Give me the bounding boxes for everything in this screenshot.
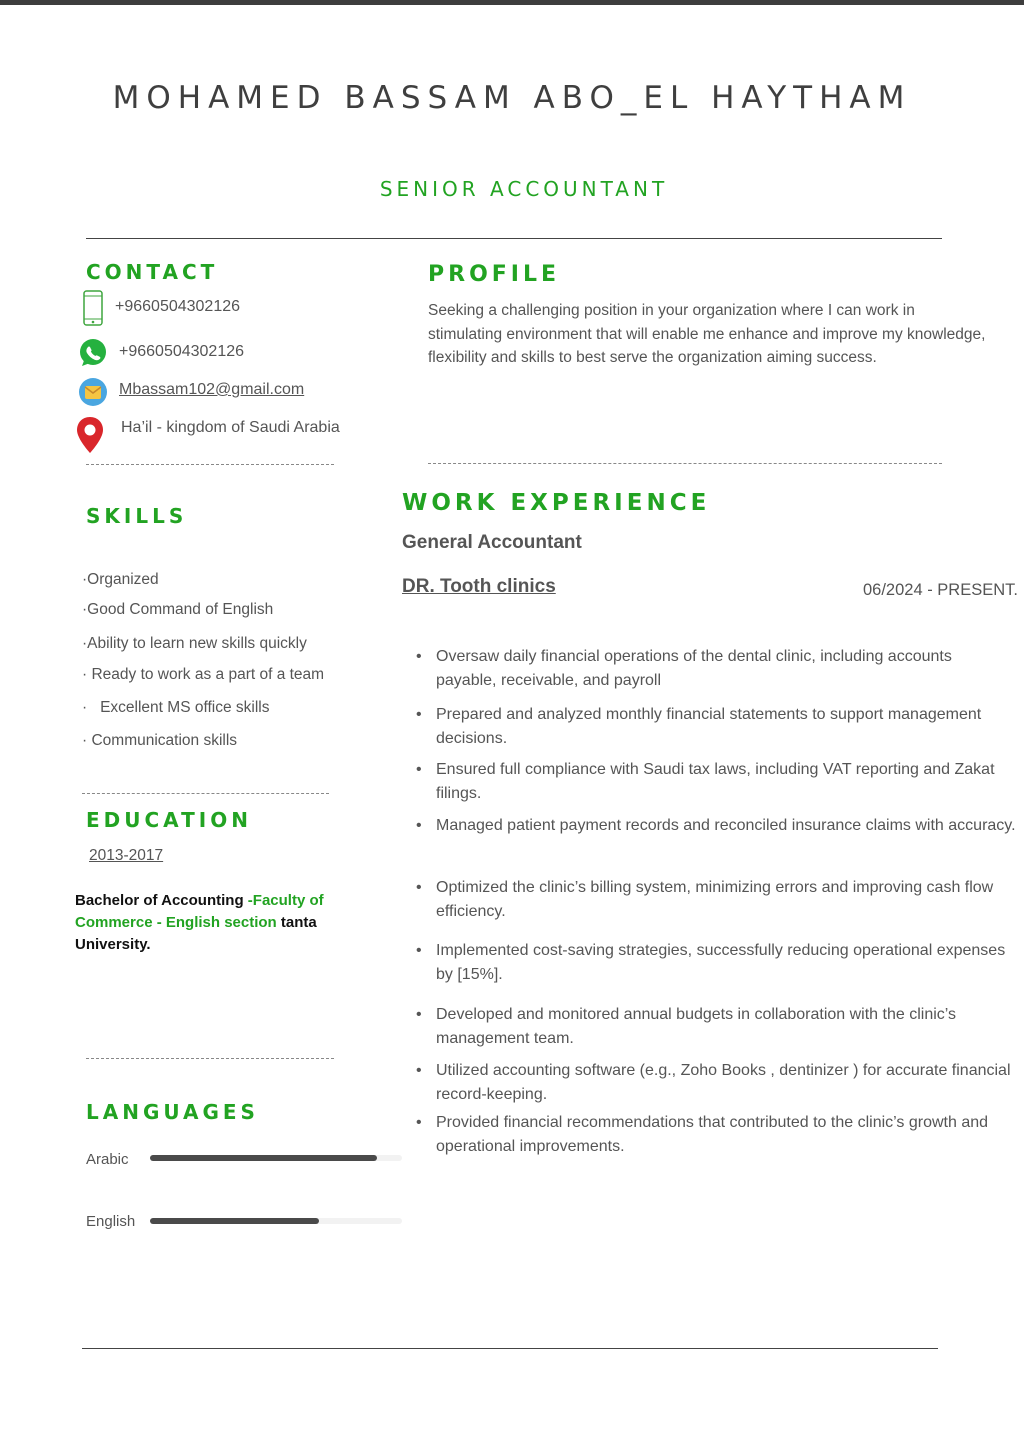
skill-item: ·Ability to learn new skills quickly	[82, 635, 307, 652]
language-english-label: English	[86, 1213, 136, 1230]
university-name: tanta University.	[75, 914, 317, 953]
education-divider	[86, 1058, 334, 1059]
work-bullet: • Implemented cost-saving strategies, successfully reducing operational expenses by [15%].	[436, 939, 1016, 987]
skills-heading: SKILLS	[86, 504, 188, 528]
language-english-level	[150, 1218, 319, 1224]
work-bullet: • Utilized accounting software (e.g., Zoho Books , dentinizer ) for accurate financial record-keeping.	[436, 1059, 1016, 1107]
work-bullet: • Provided financial recommendations that contributed to the clinic’s growth and operational improvements.	[436, 1111, 1016, 1159]
bottom-divider	[82, 1348, 938, 1349]
contact-whatsapp: +9660504302126	[119, 343, 245, 360]
language-arabic-bar	[150, 1155, 402, 1161]
skills-divider	[82, 793, 329, 794]
top-divider	[86, 238, 942, 239]
work-bullet: • Developed and monitored annual budgets in collaboration with the clinic’s management team.	[436, 1003, 1016, 1051]
profile-text: Seeking a challenging position in your organization where I can work in stimulating environment that will enable me enhance and improve my knowledge, flexibility and skills to best serve the organization aiming success.	[428, 302, 986, 366]
skill-item: · Ready to work as a part of a team	[82, 666, 325, 683]
contact-phone: +9660504302126	[115, 298, 241, 315]
work-bullet: • Optimized the clinic’s billing system, minimizing errors and improving cash flow efficiency.	[436, 876, 1016, 924]
faculty-name: -Faculty of Commerce - English section	[75, 892, 324, 931]
email-icon	[78, 376, 108, 413]
skill-item: · Communication skills	[82, 732, 238, 749]
profile-heading: PROFILE	[428, 262, 561, 287]
work-period: 06/2024 - PRESENT.	[863, 581, 1018, 599]
work-bullet: • Oversaw daily financial operations of the dental clinic, including accounts payable, receivable, and payroll	[436, 645, 1016, 693]
work-experience-heading: WORK EXPERIENCE	[402, 490, 711, 516]
degree-name: Bachelor of Accounting	[75, 892, 248, 909]
skill-item: ·Organized	[82, 571, 159, 588]
whatsapp-icon	[78, 338, 108, 373]
education-heading: EDUCATION	[86, 808, 252, 832]
candidate-name: MOHAMED BASSAM ABO_EL HAYTHAM	[112, 80, 912, 116]
profile-divider	[428, 463, 942, 464]
language-english-bar	[150, 1218, 402, 1224]
location-pin-icon	[76, 416, 104, 459]
work-bullet: • Ensured full compliance with Saudi tax laws, including VAT reporting and Zakat filings.	[436, 758, 1016, 806]
education-degree	[75, 890, 355, 956]
language-arabic-level	[150, 1155, 377, 1161]
job-title-header: SENIOR ACCOUNTANT	[379, 177, 669, 201]
contact-divider	[86, 464, 334, 465]
skill-item: · Excellent MS office skills	[82, 699, 270, 716]
work-company: DR. Tooth clinics	[402, 576, 556, 597]
work-bullet: • Prepared and analyzed monthly financial statements to support management decisions.	[436, 703, 1016, 751]
work-bullet: • Managed patient payment records and reconciled insurance claims with accuracy.	[436, 814, 1016, 838]
education-years: 2013-2017	[89, 847, 164, 864]
contact-location: Ha’il - kingdom of Saudi Arabia	[121, 419, 340, 436]
skill-item: ·Good Command of English	[82, 601, 274, 618]
contact-heading: CONTACT	[86, 260, 219, 284]
language-arabic-label: Arabic	[86, 1151, 129, 1168]
contact-email[interactable]: Mbassam102@gmail.com	[119, 381, 305, 398]
phone-icon	[82, 290, 104, 331]
work-job-title: General Accountant	[402, 532, 582, 553]
top-border	[0, 0, 1024, 5]
languages-heading: LANGUAGES	[86, 1100, 259, 1124]
